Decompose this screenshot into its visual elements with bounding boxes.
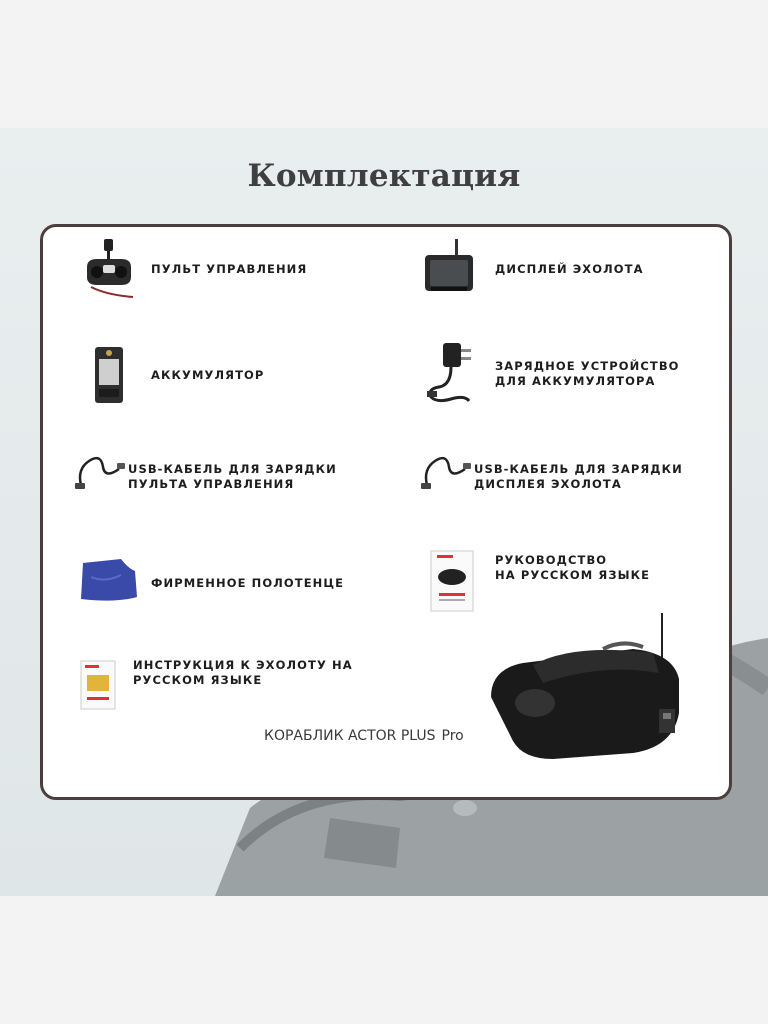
item-label-line2: НА РУССКОМ ЯЗЫКЕ bbox=[495, 567, 651, 582]
towel-icon bbox=[77, 557, 141, 605]
item-label: USB-КАБЕЛЬ ДЛЯ ЗАРЯДКИ bbox=[128, 462, 337, 476]
item-label-line2: ДИСПЛЕЯ ЭХОЛОТА bbox=[474, 476, 622, 491]
boat-caption-text: КОРАБЛИК ACTOR PLUS bbox=[264, 728, 436, 744]
item-label: ФИРМЕННОЕ ПОЛОТЕНЦЕ bbox=[151, 576, 345, 590]
boat-caption-suffix: Pro bbox=[441, 728, 464, 744]
package-contents-card bbox=[40, 224, 732, 800]
item-label: АККУМУЛЯТОР bbox=[151, 368, 265, 382]
charger-icon bbox=[421, 339, 485, 407]
boat-caption bbox=[264, 728, 464, 744]
manual-icon bbox=[429, 549, 475, 613]
item-label: ДИСПЛЕЙ ЭХОЛОТА bbox=[495, 262, 644, 276]
item-label: ИНСТРУКЦИЯ К ЭХОЛОТУ НА bbox=[133, 658, 353, 672]
item-label: ЗАРЯДНОЕ УСТРОЙСТВО bbox=[495, 359, 680, 373]
usb-cable-icon bbox=[419, 449, 473, 493]
remote-control-icon bbox=[77, 237, 141, 301]
item-label-line2: ПУЛЬТА УПРАВЛЕНИЯ bbox=[128, 476, 295, 491]
battery-icon bbox=[77, 343, 141, 407]
item-label: ПУЛЬТ УПРАВЛЕНИЯ bbox=[151, 262, 308, 276]
item-label-line2: РУССКОМ ЯЗЫКЕ bbox=[133, 672, 263, 687]
usb-cable-icon bbox=[73, 449, 127, 493]
item-label: РУКОВОДСТВО bbox=[495, 553, 608, 567]
item-label-line2: ДЛЯ АККУМУЛЯТОРА bbox=[495, 373, 656, 388]
page-title: Комплектация bbox=[247, 158, 521, 194]
sonar-manual-icon bbox=[79, 659, 119, 711]
bait-boat-icon bbox=[483, 613, 683, 763]
item-label: USB-КАБЕЛЬ ДЛЯ ЗАРЯДКИ bbox=[474, 462, 683, 476]
sonar-display-icon bbox=[421, 237, 485, 301]
